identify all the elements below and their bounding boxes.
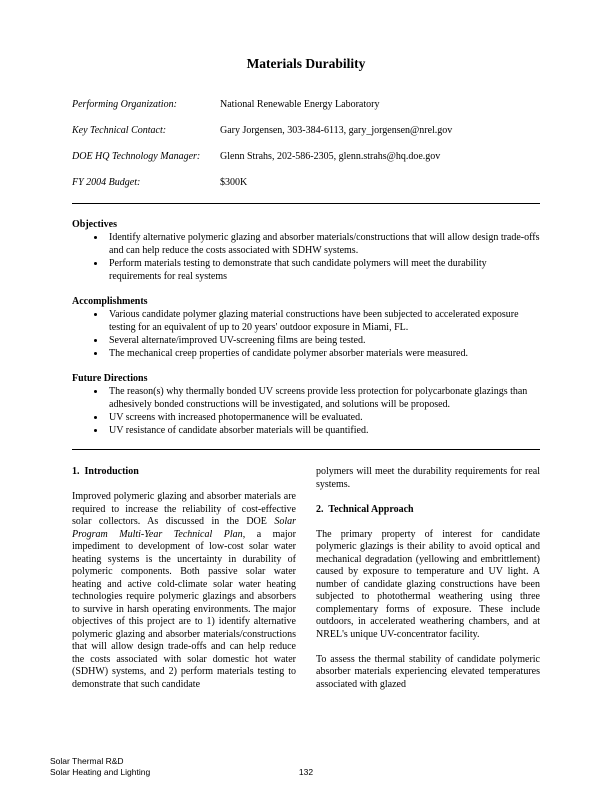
- footer-program-line: Solar Thermal R&D: [50, 756, 124, 766]
- page-number: 132: [298, 767, 314, 777]
- info-row-fy2004-budget: [72, 177, 540, 189]
- approach-paragraph-2: To assess the thermal stability of candidate polymeric absorber materials experiencing elevated temperatures associated with glazed: [316, 653, 540, 690]
- info-row-key-technical-contact: [72, 125, 540, 137]
- divider-top: [72, 203, 540, 204]
- footer: [50, 756, 562, 778]
- info-label: FY 2004 Budget:: [72, 177, 141, 188]
- intro-text-before: Improved polymeric glazing and absorber materials are required to increase the reliability of cost-effective solar collectors. As discussed in the DOE: [72, 491, 296, 527]
- column-left: [72, 466, 296, 691]
- bullet-item: • Various candidate polymer glazing material constructions have been subjected to accelerated exposure testing for an equivalent of up to 20 years' outdoor exposure in Miami, FL.: [106, 308, 540, 334]
- future-directions-heading: Future Directions: [72, 373, 148, 384]
- future-directions-list: [72, 385, 540, 437]
- intro-text-after: , a major impediment to development of low-cost solar water heating systems is the uncertainty in durability of polymeric components. Both passive solar water heating and active cold-climate solar water heating technologies require polymeric glazings and absorbers to survive in harsh operating environments. The major objectives of this project are to 1) identify alternative polymeric glazing and absorber materials/constructions that will allow design trade-offs and can help reduce the costs associated with solar domestic hot water (SDHW) systems, and 2) perform materials testing to demonstrate that such candidate: [72, 528, 296, 690]
- accomplishments-heading: Accomplishments: [72, 296, 148, 307]
- objectives-list: [72, 231, 540, 283]
- technical-approach-heading: 2. Technical Approach: [316, 503, 414, 515]
- column-right: [316, 466, 540, 691]
- document-title: Materials Durability: [246, 56, 366, 71]
- body-columns: [72, 466, 540, 691]
- info-label: Performing Organization:: [72, 99, 177, 110]
- info-value: National Renewable Energy Laboratory: [220, 99, 380, 110]
- bullet-item: • The reason(s) why thermally bonded UV screens provide less protection for polycarbonate glazings than adhesively bonded constructions will be investigated, and solutions will be proposed.: [106, 385, 540, 411]
- info-row-doe-hq-technology-manager: [72, 151, 540, 163]
- objectives-heading: Objectives: [72, 219, 117, 230]
- approach-paragraph-1: The primary property of interest for candidate polymeric glazings is their ability to avoid optical and mechanical degradation (yellowing and embrittlement) caused by exposure to temperature and UV light. A number of candidate glazing constructions have been subjected to photothermal weathering using three complementary forms of exposure. These include outdoors, in accelerated weathering chambers, and at NREL's unique UV-concentrator facility.: [316, 528, 540, 640]
- info-value: $300K: [220, 177, 248, 188]
- bullet-item: • UV screens with increased photopermanence will be evaluated.: [106, 411, 540, 424]
- section-objectives: [72, 218, 540, 283]
- bullet-item: • The mechanical creep properties of candidate polymer absorber materials were measured.: [106, 347, 540, 360]
- section-accomplishments: [72, 295, 540, 360]
- introduction-heading: 1. Introduction: [72, 466, 139, 477]
- info-label: DOE HQ Technology Manager:: [72, 151, 201, 162]
- bullet-item: • Perform materials testing to demonstrate that such candidate polymers will meet the durability requirements for real systems: [106, 257, 540, 283]
- divider-middle: [72, 449, 540, 450]
- intro-plan-title-italic: Solar Program Multi-Year Technical Plan: [72, 516, 296, 540]
- info-value: Gary Jorgensen, 303-384-6113, gary_jorgensen@nrel.gov: [220, 125, 453, 136]
- bullet-item: • Identify alternative polymeric glazing and absorber materials/constructions that will allow design trade-offs and can help reduce the costs associated with SDHW systems.: [106, 231, 540, 257]
- bullet-item: • Several alternate/improved UV-screening films are being tested.: [106, 334, 540, 347]
- info-row-performing-organization: [72, 99, 540, 111]
- footer-org-line: Solar Heating and Lighting: [50, 767, 151, 777]
- accomplishments-list: [72, 308, 540, 360]
- section-future-directions: [72, 372, 540, 437]
- introduction-paragraph: [72, 491, 296, 691]
- info-value: Glenn Strahs, 202-586-2305, glenn.strahs@hq.doe.gov: [220, 151, 441, 162]
- info-label: Key Technical Contact:: [72, 125, 167, 136]
- info-table: [72, 99, 540, 189]
- continuation-paragraph: polymers will meet the durability requirements for real systems.: [316, 466, 540, 490]
- bullet-item: • UV resistance of candidate absorber materials will be quantified.: [106, 424, 540, 437]
